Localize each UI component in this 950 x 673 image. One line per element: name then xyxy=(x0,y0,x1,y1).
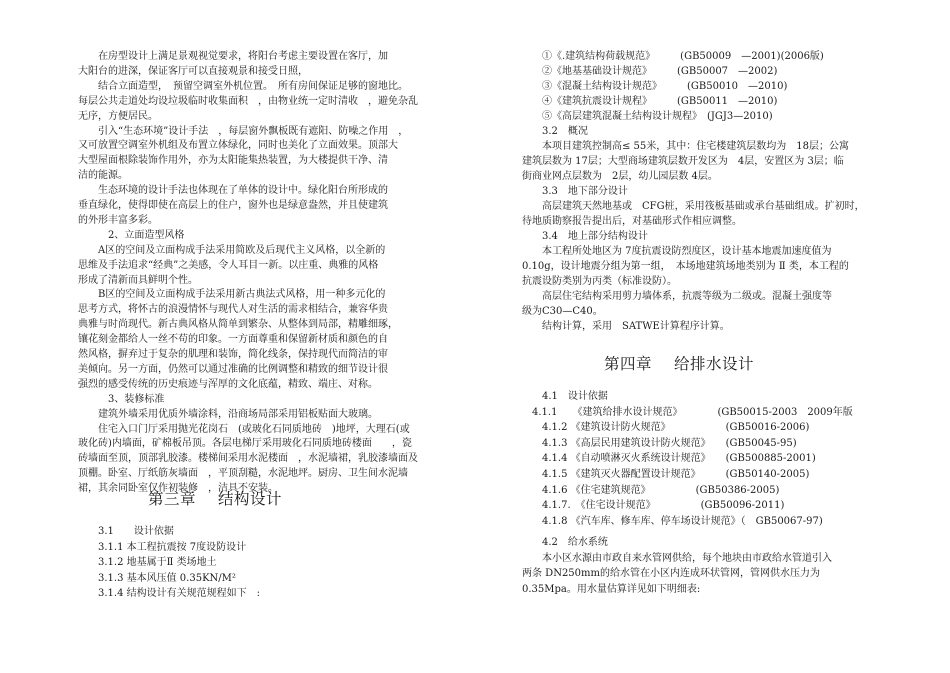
chapter-4-number: 第四章 xyxy=(604,355,653,373)
text-line: 典雅与时尚现代。新古典风格从简单到繁杂、从整体到局部，精雕细琢， xyxy=(78,319,398,331)
text-line: 洁的能源。 xyxy=(78,170,128,182)
text-line: 3、装修标准 xyxy=(78,393,165,405)
text-line: 0.10g，设计地震分组为第一组， 本场地建筑场地类别为 Ⅱ 类，本工程的 xyxy=(522,261,849,272)
text-line: ④《建筑抗震设计规程》 (GB50011 —2010) xyxy=(522,96,778,107)
text-line: 4.1 设计依据 xyxy=(522,391,608,402)
text-line: 4.1.5 《建筑灭火器配置设计规范》 (GB50140-2005) xyxy=(522,469,810,480)
text-line: ②《地基基础设计规范》 (GB50007 —2002) xyxy=(522,66,778,77)
text-line: ⑤《高层建筑混凝土结构设计规程》 (JGJ3—2010) xyxy=(522,111,773,122)
text-line: 本工程所处地区为 7度抗震设防烈度区，设计基本地震加速度值为 xyxy=(522,246,832,257)
text-line: 本项目建筑控制高≤ 55米，其中：住宅楼建筑层数均为 18层；公寓 xyxy=(522,141,850,152)
text-line: 3.4 地上部分结构设计 xyxy=(522,231,648,242)
text-line: 生态环境的设计手法也体现在了单体的设计中。绿化阳台所形成的 xyxy=(78,185,388,197)
text-line: ③《混凝土结构设计规范》 (GB50010 —2010) xyxy=(522,81,788,92)
text-line: 本小区水源由市政自来水管网供给，每个地块由市政给水管道引入 xyxy=(522,552,832,564)
text-line: 街商业网点层数为 2层，幼儿园层数 4层。 xyxy=(522,171,718,182)
text-line: 两条 DN250mm的给水管在小区内连成环状管网，管网供水压力为 xyxy=(522,568,820,580)
text-line: 砖墙面至顶，顶部乳胶漆。楼梯间采用水泥楼面 ，水泥墙裙，乳胶漆墙面及 xyxy=(78,453,418,465)
text-line: 思考方式，将怀古的浪漫情怀与现代人对生活的需求相结合，兼容华贵 xyxy=(78,304,388,316)
text-line: 4.1.1 《建筑给排水设计规范》 (GB50015-2003 2009年版 xyxy=(522,406,853,418)
chapter-3-number: 第三章 xyxy=(148,490,197,508)
chapter-4-heading xyxy=(604,354,754,374)
text-line: 建筑层数为 17层；大型商场建筑层数开发区为 4层，安置区为 3层；临 xyxy=(522,156,844,167)
text-line: 思维及手法追求“经典”之美感，令人耳目一新。以庄重、典雅的风格 xyxy=(78,259,379,271)
text-line: A区的空间及立面构成手法采用简欧及后现代主义风格，以全新的 xyxy=(78,244,386,256)
chapter-3-heading xyxy=(148,489,282,509)
text-line: 3.3 地下部分设计 xyxy=(522,186,628,197)
text-line: 裙，其余同卧室仅作初装修 ，洁具不安装。 xyxy=(78,483,278,495)
text-line: 0.35Mpa。用水量估算详见如下明细表: xyxy=(522,583,701,595)
text-line: 建筑外墙采用优质外墙涂料，沿商场局部采用铝板贴面大玻璃。 xyxy=(78,408,378,420)
text-line: 3.1.2 地基属于Ⅱ 类场地土 xyxy=(78,557,217,569)
text-line: 在房型设计上满足景观视觉要求，将阳台考虑主要设置在客厅，加 xyxy=(78,51,388,62)
chapter-4-title: 给排水设计 xyxy=(674,355,755,373)
text-line: 又可放置空调室外机组及布置立体绿化，同时也美化了立面效果。顶部大 xyxy=(78,140,398,152)
chapter-3-title: 结构设计 xyxy=(218,490,283,508)
text-line: 结构计算，采用 SATWE计算程序计算。 xyxy=(522,321,730,332)
text-line: 美倾向。另一方面，仍然可以通过准确的比例调整和精致的细节设计很 xyxy=(78,363,388,375)
text-line: 形成了清新而具鲜明个性。 xyxy=(78,274,198,286)
text-line: 结合立面造型， 预留空调室外机位置。 所有房间保证足够的窗地比。 xyxy=(78,80,408,92)
text-line: 高层住宅结构采用剪力墙体系，抗震等级为二级或。混凝土强度等 xyxy=(522,291,832,302)
text-line: 强烈的感受传统的历史痕迹与浑厚的文化底蕴，精致、端庄、对称。 xyxy=(78,378,378,390)
text-line: 3.2 概况 xyxy=(522,126,588,137)
text-line: 玻化砖)内墙面，矿棉板吊顶。各层电梯厅采用玻化石同质地砖楼面 ，瓷 xyxy=(78,438,412,450)
text-line: 镶花刻金都给人一丝不苟的印象。一方面尊重和保留新材质和颜色的自 xyxy=(78,334,388,346)
text-line: B区的空间及立面构成手法采用新古典法式风格，用一种多元化的 xyxy=(78,289,386,301)
text-line: 垂直绿化，使得即使在高层上的住户，窗外也是绿意盎然，并且使建筑 xyxy=(78,200,388,211)
text-line: 4.1.6 《住宅建筑规范》 (GB50386-2005) xyxy=(522,484,780,496)
text-line: 无序，方便居民。 xyxy=(78,110,158,122)
text-line: 待地质勘察报告提出后，对基础形式作相应调整。 xyxy=(522,216,742,227)
text-line: 4.2 给水系统 xyxy=(522,537,608,548)
text-line: 4.1.2 《建筑设计防火规范》 (GB50016-2006) xyxy=(522,422,810,434)
text-line: 大型屋面根除装饰作用外，亦为太阳能集热装置，为大楼提供干净、清 xyxy=(78,155,388,167)
text-line: 4.1.4 《自动喷淋灭火系统设计规范》 (GB500885-2001) xyxy=(522,453,816,465)
text-line: 3.1.3 基本风压值 0.35KN/M² xyxy=(78,572,236,584)
text-line: 级为C30—C40。 xyxy=(522,306,603,317)
text-line: 引入“生态环境”设计手法 ，每层窗外飘板既有遮阳、防噪之作用 ， xyxy=(78,125,409,137)
text-line: 的外形丰富多彩。 xyxy=(78,214,158,226)
text-line: ①《.建筑结构荷载规范》 (GB50009 —2001)(2006版) xyxy=(522,51,824,62)
text-line: 大阳台的进深，保证客厅可以直接观景和接受日照， xyxy=(78,65,308,77)
text-line: 每层公共走道处均设垃圾临时收集面积 ，由物业统一定时清收 ，避免杂乱 xyxy=(78,95,418,107)
text-line: 3.1.1 本工程抗震按 7度设防设计 xyxy=(78,541,247,553)
text-line: 高层建筑天然地基或 CFG桩，采用筏板基础或承台基础组成。扩初时， xyxy=(522,201,865,212)
text-line: 3.1 设计依据 xyxy=(78,526,174,537)
text-line: 4.1.3 《高层民用建筑设计防火规范》 (GB50045-95) xyxy=(522,437,797,449)
text-line: 4.1.8 《汽车库、修车库、停车场设计规范》（ GB50067-97) xyxy=(522,515,823,527)
text-line: 3.1.4 结构设计有关规范规程如下 : xyxy=(78,588,260,600)
text-line: 然风格，摒弃过于复杂的肌理和装饰，简化线条，保持现代而简洁的审 xyxy=(78,349,388,360)
text-line: 顶棚。卧室、厅纸筋灰墙面 ，平顶刮糙，水泥地坪。厨房、卫生间水泥墙 xyxy=(78,468,408,480)
text-line: 住宅入口门厅采用抛光花岗石 (或玻化石同质地砖 )地坪，大理石(或 xyxy=(78,423,410,435)
text-line: 抗震设防类别为丙类（标准设防）。 xyxy=(522,276,677,287)
text-line: 2、立面造型风格 xyxy=(78,229,185,241)
text-line: 4.1.7. 《住宅设计规范》 (GB50096-2011) xyxy=(522,500,785,512)
